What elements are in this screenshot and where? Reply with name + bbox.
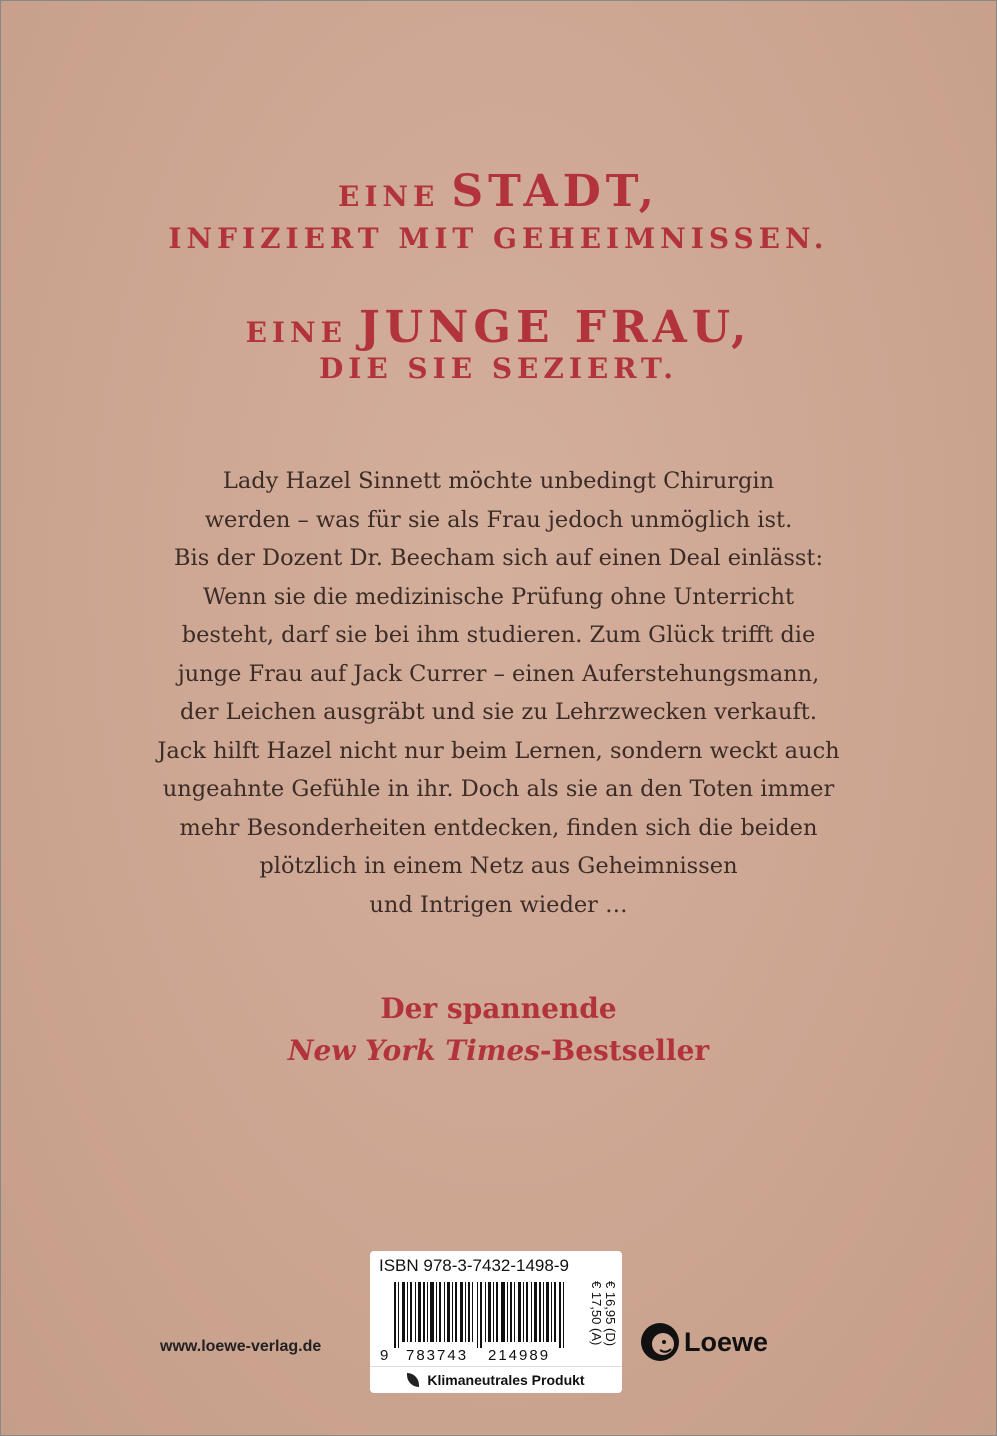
blurb-line: Wenn sie die medizinische Prüfung ohne Unterricht xyxy=(202,583,794,610)
publisher-name: Loewe xyxy=(684,1326,769,1357)
tagline-infiziert: INFIZIERT MIT GEHEIMNISSEN. xyxy=(168,222,829,255)
blurb-line: ungeahnte Gefühle in ihr. Doch als sie an den Toten immer xyxy=(162,776,835,802)
barcode-digits-last: 214989 xyxy=(488,1347,551,1362)
claim-line-2 xyxy=(0,1030,997,1072)
price-d: € 16,95 (D) xyxy=(603,1281,618,1347)
tagline-junge-frau: JUNGE FRAU, xyxy=(358,302,752,353)
tagline-line-1 xyxy=(0,166,997,217)
blurb-line: werden – was für sie als Frau jedoch unmöglich ist. xyxy=(204,506,793,533)
price-a: € 17,50 (A) xyxy=(589,1281,604,1346)
claim-bestseller: -Bestseller xyxy=(539,1034,710,1067)
price-block xyxy=(589,1281,618,1363)
claim-line-1: Der spannende xyxy=(380,992,617,1025)
blurb-line: besteht, darf sie bei ihm studieren. Zum Glück trifft die xyxy=(181,622,816,648)
tagline-line-2 xyxy=(0,222,997,255)
blurb-line: der Leichen ausgräbt und sie zu Lehrzwecken verkauft. xyxy=(180,699,817,725)
barcode-label xyxy=(370,1251,622,1393)
blurb-line: Bis der Dozent Dr. Beecham sich auf einen Deal einlässt: xyxy=(173,545,824,571)
tagline-line-4 xyxy=(0,352,997,385)
isbn-text: ISBN 978-3-7432-1498-9 xyxy=(379,1256,569,1275)
tagline-eine-2: EINE xyxy=(245,316,347,349)
blurb-line: Lady Hazel Sinnett möchte unbedingt Chirurgin xyxy=(222,468,775,494)
blurb-line: Jack hilft Hazel nicht nur beim Lernen, sondern weckt auch xyxy=(157,737,840,764)
blurb-line: junge Frau auf Jack Currer – einen Auferstehungsmann, xyxy=(177,660,820,687)
claim-nyt: New York Times xyxy=(287,1034,540,1067)
barcode-digit-first: 9 xyxy=(380,1347,389,1362)
climate-neutral-badge xyxy=(370,1366,622,1393)
barcode-digits-mid: 783743 xyxy=(406,1347,469,1362)
blurb-text xyxy=(150,462,847,924)
tagline-line-3 xyxy=(0,302,997,353)
tagline-seziert: DIE SIE SEZIERT. xyxy=(318,352,679,385)
barcode-icon xyxy=(378,1282,583,1362)
blurb-line: plötzlich in einem Netz aus Geheimnissen xyxy=(259,853,738,879)
blurb-line: und Intrigen wieder … xyxy=(369,891,628,918)
tagline-stadt: STADT, xyxy=(451,166,659,217)
publisher-logo xyxy=(640,1318,768,1366)
climate-label: Klimaneutrales Produkt xyxy=(427,1372,585,1388)
tagline-eine-1: EINE xyxy=(337,180,440,213)
lion-head-icon xyxy=(640,1318,680,1366)
blurb-line: mehr Besonderheiten entdecken, finden sich die beiden xyxy=(179,814,818,841)
leaf-icon xyxy=(407,1373,419,1387)
bestseller-claim xyxy=(0,988,997,1072)
publisher-website[interactable]: www.loewe-verlag.de xyxy=(160,1338,322,1355)
